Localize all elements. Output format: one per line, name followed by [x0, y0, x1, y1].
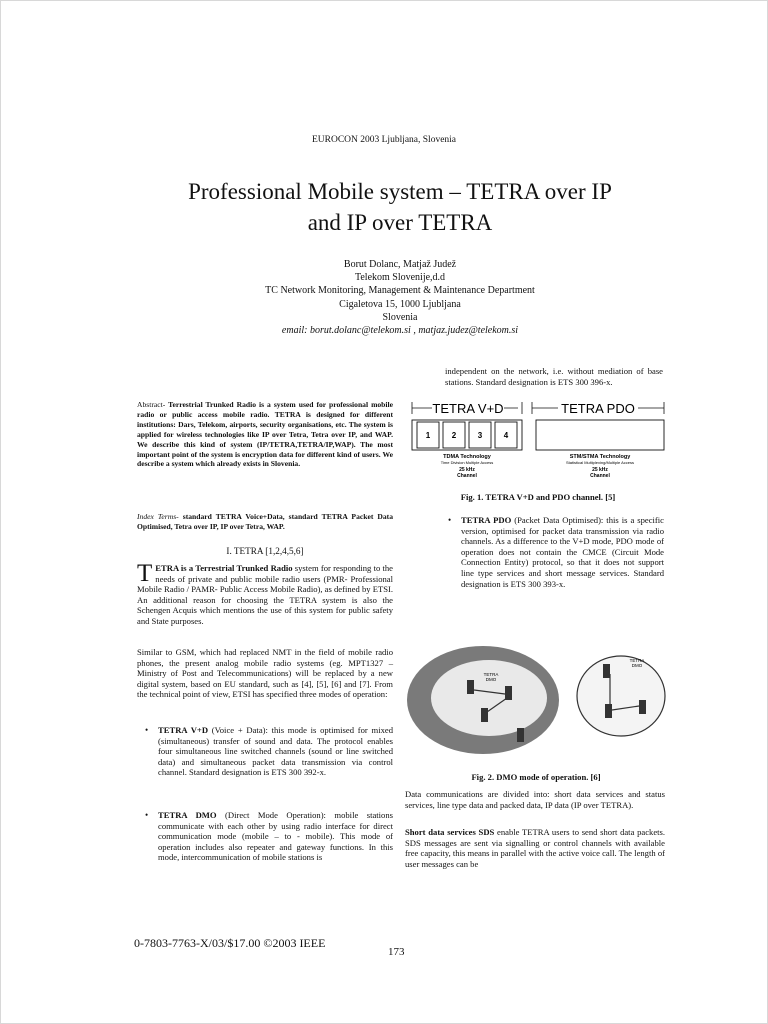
bullet1-rest: (Voice + Data): this mode is optimised for mixed (simultaneous) transfer of sound and data. The protocol enables four simultaneous line switched channels (sound or line switched data) and simultaneous packet data transmission via control channel. Standard designation is ETS 300 392-x. [158, 725, 393, 778]
radio-right-1 [603, 664, 610, 678]
abstract-label: Abstract- [137, 400, 166, 409]
pdo-frame [536, 420, 664, 450]
author-address: Cigaletova 15, 1000 Ljubljana [339, 298, 461, 310]
paper-title [100, 176, 700, 238]
bullet-mark: • [145, 725, 149, 735]
slot-3-label: 3 [477, 431, 483, 440]
sds-bold: Short data services SDS [405, 827, 495, 837]
bullet3-bold: TETRA PDO [461, 515, 512, 525]
radio-left-2 [505, 686, 512, 700]
slot-2-label: 2 [451, 431, 457, 440]
section-heading: I. TETRA [1,2,4,5,6] [226, 546, 304, 556]
tdma-title: TDMA Technology [443, 454, 491, 460]
figure-2-caption: Fig. 2. DMO mode of operation. [6] [471, 772, 601, 782]
stm-channel: Channel [590, 473, 610, 478]
bullet-mark: • [145, 810, 149, 820]
slot-4-label: 4 [503, 431, 509, 440]
right-label-2: DMO [631, 663, 643, 668]
author-dept: TC Network Monitoring, Management & Maintenance Department [265, 285, 535, 297]
short-data-services-paragraph [405, 827, 665, 869]
bullet3-rest: (Packet Data Optimised): this is a specific version, optimised for packet data transmission via radio channels. As a difference to the V+D mode, PDO mode of operation does not contain the CMCE (Circuit Mode Connection Entity) protocol, so that it does not support line type services and short message services. Standard designation is ETS 300 393-x. [461, 515, 664, 589]
abstract-text: Terrestrial Trunked Radio is a system used for professional mobile radio or public access mobile radio. TETRA is designed for different institutions: Dars, Telekom, airports, security organisations, etc. The system is applied for wireless technologies like IP over Tetra, Tetra over IP, and WAP. We describe this kind of system (IP/TETRA,TETRA/IP,WAP). The most important point of the system is encryption data for different kind of users. We describe a system which already exists in Slovenia. [137, 400, 393, 469]
bullet-mark: • [448, 515, 452, 525]
bullet-tetra-dmo [145, 810, 393, 863]
bullet-tetra-vd [145, 725, 393, 778]
drop-cap: T [137, 560, 153, 587]
right-paragraph-continued: independent on the network, i.e. without mediation of base stations. Standard designation is ETS 300 396-x. [445, 366, 663, 387]
figure-2-dmo-illustration [405, 638, 667, 756]
radio-left-4 [517, 728, 524, 742]
section1-paragraph-2: Similar to GSM, which had replaced NMT in the field of mobile radio phones, the present analog mobile radio systems (eg. MPT1327 – Ministry of Post and Telecommunications) will be replaced by a new digital system, based on EU standard, such as [4], [5], [6] and [7]. From the technical point of view, ETSI has specified three modes of operation: [137, 647, 393, 700]
index-terms-label: Index Terms- [137, 512, 179, 521]
title-line-1: Professional Mobile system – TETRA over IP [188, 179, 612, 204]
radio-right-2 [605, 704, 612, 718]
sds-rest: enable TETRA users to send short data packets. SDS messages are sent via signalling or control channels with available free capacity, this means in parallel with the active voice call. The length of user messages can be [405, 827, 666, 869]
p1-rest: system for responding to the needs of private and public mobile radio users (PMR- Professional Mobile Radio / PAMR- Public Access Mobile Radio), as defined by ETSI. An additional reason for choosing the TETRA system is also the Schengen Acquis which mentions the use of this system for public safety and State purposes. [137, 563, 393, 626]
data-communications-paragraph: Data communications are divided into: short data services and status services, line type data and packed data, IP data (IP over TETRA). [405, 789, 665, 810]
bullet-tetra-pdo [448, 515, 664, 589]
index-terms [137, 512, 393, 532]
author-org: Telekom Slovenije,d.d [354, 272, 446, 284]
radio-left-1 [467, 680, 474, 694]
radio-right-3 [639, 700, 646, 714]
figure-1-caption: Fig. 1. TETRA V+D and PDO channel. [5] [460, 492, 616, 502]
title-line-2: and IP over TETRA [307, 210, 493, 235]
author-email: email: borut.dolanc@telekom.si , matjaz.judez@telekom.si [281, 325, 519, 337]
footer-copyright: 0-7803-7763-X/03/$17.00 ©2003 IEEE [134, 936, 326, 950]
author-country: Slovenia [382, 311, 418, 323]
author-names: Borut Dolanc, Matjaž Judež [343, 259, 457, 270]
figure-1-channel-diagram [410, 398, 666, 478]
bullet2-bold: TETRA DMO [158, 810, 217, 820]
index-terms-text: standard TETRA Voice+Data, standard TETRA Packet Data Optimised, Tetra over IP, IP over Tetra, WAP. [137, 512, 393, 531]
stm-khz: 25 kHz [592, 467, 608, 473]
right-label: TETRA [629, 658, 645, 663]
tdma-subtitle: Time Division Multiple Access [440, 460, 494, 465]
stm-subtitle: Statistical Multiplexing/Multiple Access [565, 460, 635, 465]
page-number: 173 [388, 946, 405, 958]
pdo-label: TETRA PDO [561, 401, 635, 416]
slot-1-label: 1 [425, 431, 431, 440]
section1-paragraph-1 [137, 560, 393, 627]
conference-header: EUROCON 2003 Ljubljana, Slovenia [311, 135, 457, 145]
stm-title: STM/STMA Technology [569, 454, 631, 460]
radio-left-3 [481, 708, 488, 722]
tdma-khz: 25 kHz [459, 467, 475, 473]
bullet1-bold: TETRA V+D [158, 725, 209, 735]
author-block [150, 258, 650, 337]
bullet2-rest: (Direct Mode Operation): mobile stations communicate with each other by using radio interface for direct communication mode (mobile – to - mobile). This mode of operation includes also repeater and gateway functions. In this mode, intercommunication of mobile stations is [158, 810, 393, 863]
left-label: TETRA [483, 672, 499, 677]
left-label-2: DMO [485, 677, 497, 682]
vd-label: TETRA V+D [432, 401, 504, 416]
p1-bold: ETRA is a Terrestrial Trunked Radio [155, 563, 293, 573]
tdma-channel: Channel [457, 473, 477, 478]
right-circle [577, 656, 665, 736]
abstract [137, 400, 393, 469]
